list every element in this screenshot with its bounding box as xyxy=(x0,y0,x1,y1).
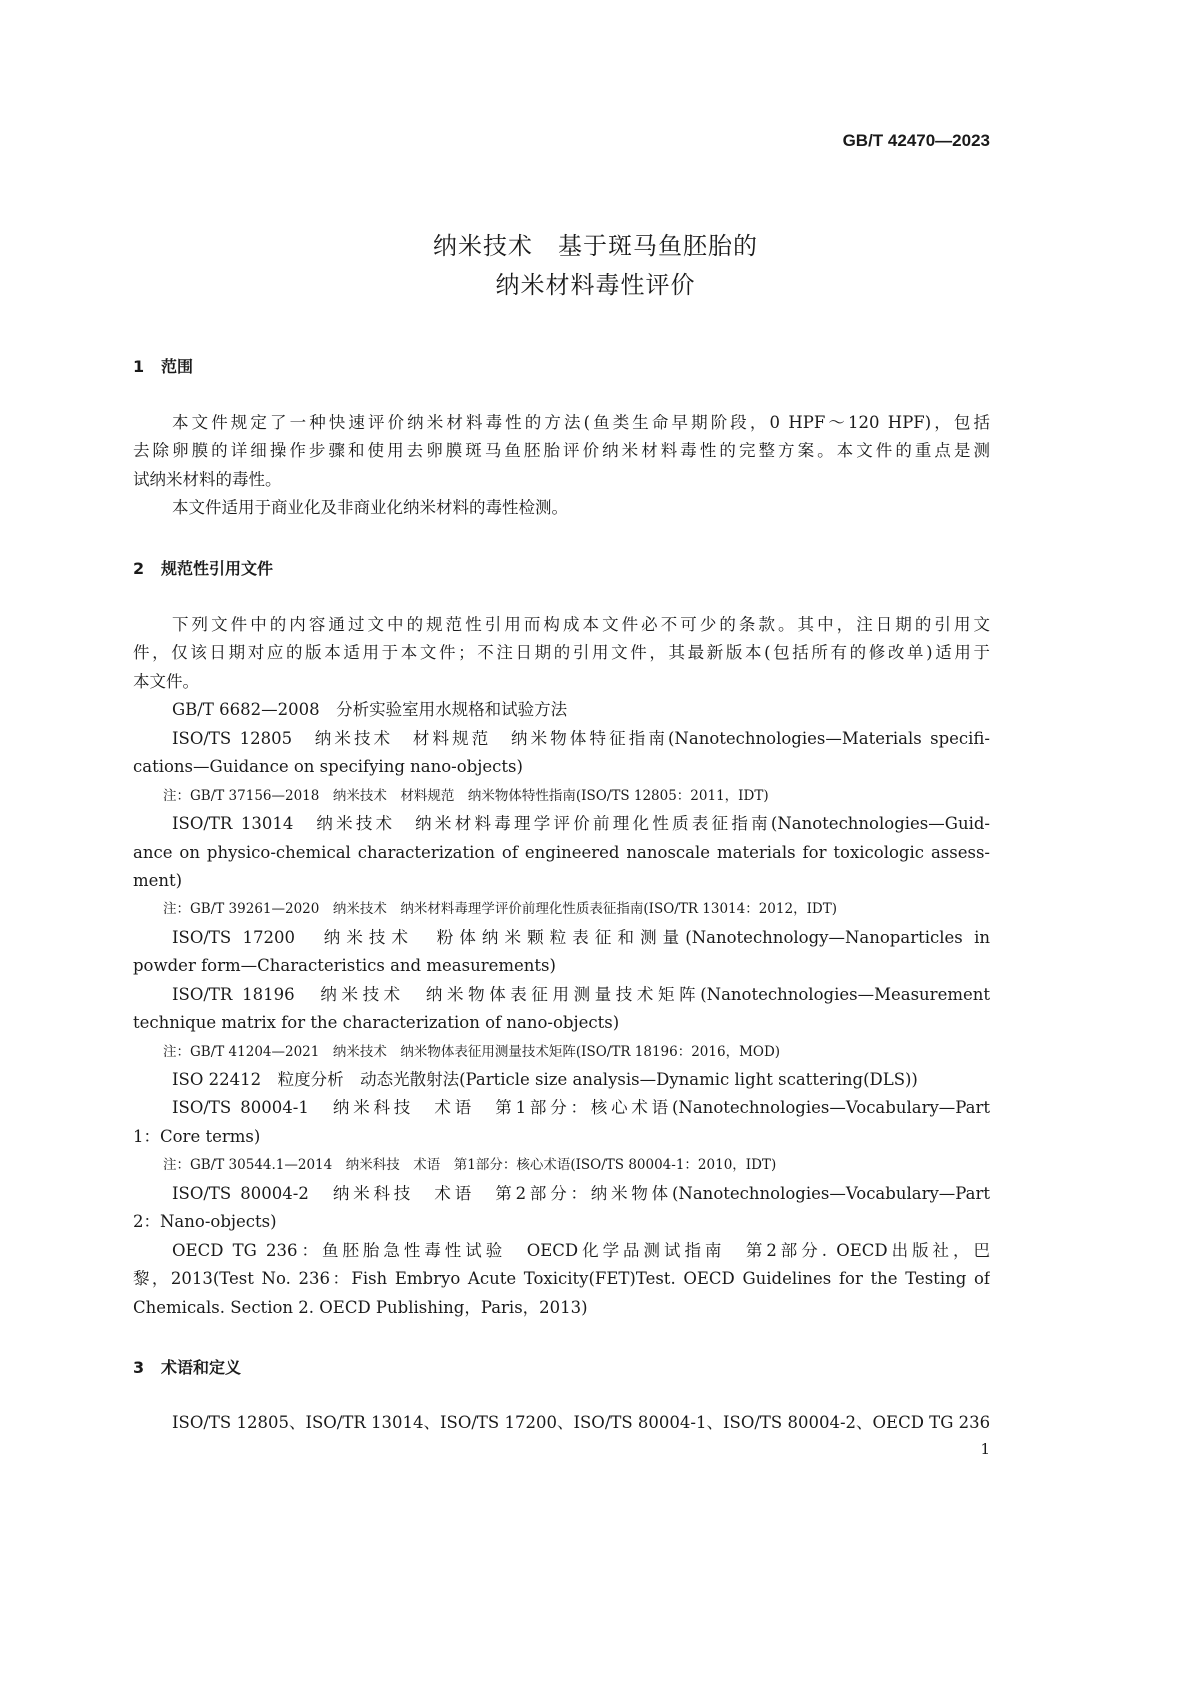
paragraph-line: cations—Guidance on specifying nano-objects) xyxy=(133,757,523,777)
section-heading xyxy=(133,556,273,579)
paragraph-line: 下列文件中的内容通过文中的规范性引用而构成本文件必不可少的条款。其中，注日期的引用文 xyxy=(172,615,990,634)
paragraph-line: 本文件适用于商业化及非商业化纳米材料的毒性检测。 xyxy=(172,498,568,518)
paragraph-line: powder form—Characteristics and measurements) xyxy=(133,956,556,976)
paragraph-line: 试纳米材料的毒性。 xyxy=(133,469,282,489)
paragraph-line: GB/T 6682—2008 分析实验室用水规格和试验方法 xyxy=(172,700,568,720)
section-body xyxy=(133,611,990,1322)
page-number: 1 xyxy=(980,1440,990,1458)
paragraph-line: 黎，2013(Test No. 236：Fish Embryo Acute Toxicity(FET)Test. OECD Guidelines for the Testing of xyxy=(133,1269,990,1289)
section-number: 1 xyxy=(133,357,145,376)
paragraph-line: ance on physico-chemical characterization of engineered nanoscale materials for toxicologic assess- xyxy=(133,842,990,862)
paragraph-line: ISO/TS 80004-1 纳米科技 术语 第1部分：核心术语(Nanotechnologies—Vocabulary—Part xyxy=(172,1098,990,1118)
title-line-2: 纳米材料毒性评价 xyxy=(495,271,696,299)
paragraph-line: ment) xyxy=(133,870,183,890)
section-heading xyxy=(133,354,193,377)
paragraph-line: ISO 22412 粒度分析 动态光散射法(Particle size analysis—Dynamic light scattering(DLS)) xyxy=(172,1070,918,1089)
paragraph-line: 件，仅该日期对应的版本适用于本文件；不注日期的引用文件，其最新版本(包括所有的修改单)适用于 xyxy=(133,643,990,663)
section-body xyxy=(133,409,990,523)
document-number: GB/T 42470—2023 xyxy=(842,131,990,150)
paragraph-line: OECD TG 236：鱼胚胎急性毒性试验 OECD化学品测试指南 第2部分. OECD出版社，巴 xyxy=(172,1240,990,1260)
section-heading xyxy=(133,1355,241,1378)
section-title: 范围 xyxy=(161,357,194,376)
section-number: 2 xyxy=(133,559,145,578)
paragraph-line: 本文件。 xyxy=(133,671,199,691)
paragraph-line: ISO/TS 12805 纳米技术 材料规范 纳米物体特征指南(Nanotechnologies—Materials specifi- xyxy=(172,728,990,748)
paragraph-line: ISO/TR 18196 纳米技术 纳米物体表征用测量技术矩阵(Nanotechnologies—Measurement xyxy=(172,984,990,1004)
paragraph-line: Chemicals. Section 2. OECD Publishing，Paris，2013) xyxy=(133,1297,588,1317)
section-title: 规范性引用文件 xyxy=(161,559,274,578)
paragraph-line: ISO/TS 17200 纳米技术 粉体纳米颗粒表征和测量(Nanotechnology—Nanoparticles in xyxy=(172,927,990,947)
paragraph-line: technique matrix for the characterization of nano-objects) xyxy=(133,1013,620,1033)
section-body xyxy=(133,1409,990,1437)
section-number: 3 xyxy=(133,1358,145,1377)
note-line: 注：GB/T 41204—2021 纳米技术 纳米物体表征用测量技术矩阵(ISO/TR 18196：2016，MOD) xyxy=(163,1043,781,1060)
paragraph-line: 本文件规定了一种快速评价纳米材料毒性的方法(鱼类生命早期阶段，0 HPF～120 HPF)，包括 xyxy=(172,413,990,432)
paragraph-line: ISO/TR 13014 纳米技术 纳米材料毒理学评价前理化性质表征指南(Nanotechnologies—Guid- xyxy=(172,814,990,834)
paragraph-line: 1：Core terms) xyxy=(133,1126,261,1146)
paragraph-line: ISO/TS 12805、ISO/TR 13014、ISO/TS 17200、ISO/TS 80004-1、ISO/TS 80004-2、OECD TG 236 xyxy=(172,1413,990,1432)
note-line: 注：GB/T 37156—2018 纳米技术 材料规范 纳米物体特性指南(ISO/TS 12805：2011，IDT) xyxy=(163,787,769,804)
title-line-1: 纳米技术 基于斑马鱼胚胎的 xyxy=(433,232,758,260)
paragraph-line: ISO/TS 80004-2 纳米科技 术语 第2部分：纳米物体(Nanotechnologies—Vocabulary—Part xyxy=(172,1183,990,1203)
note-line: 注：GB/T 30544.1—2014 纳米科技 术语 第1部分：核心术语(ISO/TS 80004-1：2010，IDT) xyxy=(163,1157,777,1174)
paragraph-line: 2：Nano-objects) xyxy=(133,1212,277,1232)
paragraph-line: 去除卵膜的详细操作步骤和使用去卵膜斑马鱼胚胎评价纳米材料毒性的完整方案。本文件的重点是测 xyxy=(133,441,990,461)
section-title: 术语和定义 xyxy=(161,1358,242,1377)
note-line: 注：GB/T 39261—2020 纳米技术 纳米材料毒理学评价前理化性质表征指南(ISO/TR 13014：2012，IDT) xyxy=(163,901,838,918)
